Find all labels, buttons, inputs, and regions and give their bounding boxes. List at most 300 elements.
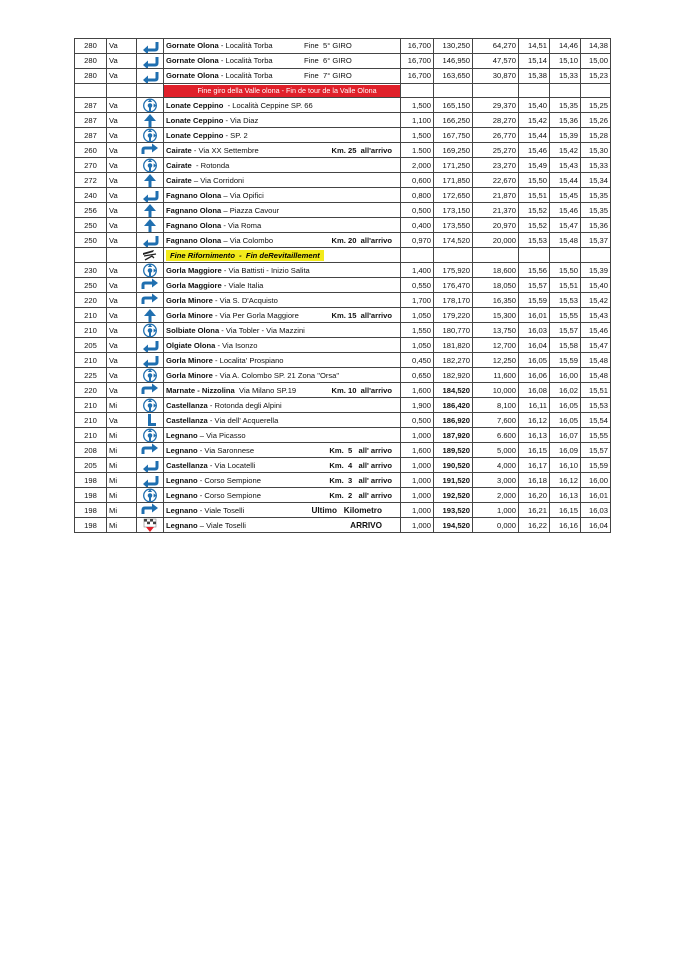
progressive-km-cell: 165,150 [434,98,473,113]
time-medium-cell: 15,35 [550,98,581,113]
time-slow-cell: 15,57 [581,443,611,458]
time-medium-cell: 16,00 [550,368,581,383]
street-name: Via dell' Acquerella [214,415,279,425]
street-name: Via Saronnese [204,445,255,455]
time-fast-cell: 15,52 [519,203,550,218]
separator: – [191,175,201,185]
empty-cell [473,84,519,98]
time-fast-cell: 16,20 [519,488,550,503]
table-row [75,263,611,278]
time-fast-cell: 16,08 [519,383,550,398]
time-fast-cell: 15,42 [519,113,550,128]
partial-distance-cell: 1,000 [401,518,434,533]
separator: - [215,340,223,350]
partial-distance-cell: 16,700 [401,39,434,54]
time-medium-cell: 15,53 [550,293,581,308]
separator: - [207,400,215,410]
province-cell: Va [107,413,137,428]
town-name: Gorla Maggiore [166,280,222,290]
remaining-km-cell: 1,000 [473,503,519,518]
partial-distance-cell: 1,050 [401,338,434,353]
location-cell [164,488,401,503]
separator: - [218,56,226,66]
altitude-cell: 198 [75,488,107,503]
separator: - [191,145,199,155]
time-slow-cell: 15,35 [581,203,611,218]
partial-distance-cell: 1,000 [401,458,434,473]
progressive-km-cell: 180,770 [434,323,473,338]
altitude-cell: 208 [75,443,107,458]
street-name: Località Torba [225,71,273,81]
time-slow-cell: 16,03 [581,503,611,518]
street-name: Via Corridoni [200,175,244,185]
town-name: Legnano [166,430,198,440]
location-cell [164,338,401,353]
remaining-km-cell: 15,300 [473,308,519,323]
altitude-cell: 287 [75,113,107,128]
partial-distance-cell: 2,000 [401,158,434,173]
location-cell [164,143,401,158]
progressive-km-cell: 173,150 [434,203,473,218]
street-name: Via Tobler - Via Mazzini [225,325,305,335]
street-name: SP. 2 [230,130,248,140]
time-medium-cell: 15,55 [550,308,581,323]
town-name: Solbiate Olona [166,325,220,335]
altitude-cell: 198 [75,473,107,488]
roundabout-icon [139,98,161,112]
direction-cell [137,353,164,368]
location-cell [164,39,401,54]
table-row [75,458,611,473]
province-cell: Va [107,218,137,233]
location-cell [164,383,401,398]
table-row [75,368,611,383]
street-name: Via Roma [228,220,262,230]
province-cell: Va [107,353,137,368]
province-cell: Va [107,54,137,69]
turn-left-icon [139,233,161,247]
partial-distance-cell: 1,500 [401,128,434,143]
time-slow-cell: 15,37 [581,233,611,248]
direction-cell [137,383,164,398]
itinerary-rows [75,39,611,533]
location-cell [164,188,401,203]
altitude-cell: 210 [75,428,107,443]
street-name: Località Torba [225,56,273,66]
town-name: Gornate Olona [166,56,219,66]
time-medium-cell: 15,43 [550,158,581,173]
time-slow-cell: 15,46 [581,323,611,338]
progressive-km-cell: 146,950 [434,54,473,69]
time-slow-cell: 15,34 [581,173,611,188]
altitude-cell: 256 [75,203,107,218]
street-name: Località Torba [225,41,273,51]
time-slow-cell: 16,01 [581,488,611,503]
remaining-km-cell: 3,000 [473,473,519,488]
turn-left-icon [139,39,161,53]
time-fast-cell: 16,18 [519,473,550,488]
street-name: Via Colombo [229,235,274,245]
progressive-km-cell: 163,650 [434,69,473,84]
partial-distance-cell: 0,500 [401,413,434,428]
time-fast-cell: 15,46 [519,143,550,158]
empty-cell [107,84,137,98]
progressive-km-cell: 166,250 [434,113,473,128]
progressive-km-cell: 175,920 [434,263,473,278]
time-fast-cell: 16,17 [519,458,550,473]
table-row [75,473,611,488]
remaining-km-cell: 64,270 [473,39,519,54]
time-medium-cell: 15,57 [550,323,581,338]
location-cell [164,398,401,413]
altitude-cell: 210 [75,353,107,368]
time-fast-cell: 16,03 [519,323,550,338]
town-name: Legnano [166,520,198,530]
separator: - [223,115,231,125]
remaining-km-cell: 21,370 [473,203,519,218]
turn-left-icon [139,54,161,68]
direction-cell [137,39,164,54]
separator: - [212,295,220,305]
table-row [75,338,611,353]
time-slow-cell: 16,00 [581,473,611,488]
separator: - [223,130,231,140]
time-slow-cell: 15,33 [581,158,611,173]
empty-cell [401,248,434,263]
time-fast-cell: 16,21 [519,503,550,518]
partial-distance-cell: 0,550 [401,278,434,293]
direction-cell [137,113,164,128]
town-name: Gornate Olona [166,71,219,81]
province-cell: Mi [107,503,137,518]
altitude-cell: 250 [75,218,107,233]
table-row [75,158,611,173]
partial-distance-cell: 1,700 [401,293,434,308]
feed-zone-cell [137,248,164,263]
altitude-cell: 225 [75,368,107,383]
progressive-km-cell: 186,920 [434,413,473,428]
town-name: Castellanza [166,415,208,425]
location-cell [164,413,401,428]
province-cell: Va [107,368,137,383]
separator: – [221,205,230,215]
altitude-cell: 210 [75,323,107,338]
town-name: Fagnano Olona [166,235,222,245]
roundabout-icon [139,323,161,337]
turn-right-icon [139,443,161,457]
time-medium-cell: 15,39 [550,128,581,143]
town-name: Lonate Ceppino [166,115,224,125]
time-medium-cell: 15,50 [550,263,581,278]
separator: - [207,415,215,425]
location-cell [164,173,401,188]
remaining-km-cell: 10,000 [473,383,519,398]
partial-distance-cell: 1,550 [401,323,434,338]
time-slow-cell: 15,51 [581,383,611,398]
time-fast-cell: 15,49 [519,158,550,173]
table-row [75,308,611,323]
partial-distance-cell: 16,700 [401,54,434,69]
province-cell: Mi [107,428,137,443]
time-medium-cell: 15,36 [550,113,581,128]
end-of-circuit-banner: Fine giro della Valle olona - Fin de tour de la Valle Olona [164,85,401,97]
province-cell: Mi [107,473,137,488]
straight-icon [139,308,161,322]
progressive-km-cell: 186,420 [434,398,473,413]
partial-distance-cell: 1,000 [401,428,434,443]
table-row [75,293,611,308]
province-cell: Va [107,263,137,278]
direction-cell [137,368,164,383]
location-cell [164,428,401,443]
street-name: Viale Italia [228,280,264,290]
partial-distance-cell: 1,500 [401,98,434,113]
table-row [75,203,611,218]
time-medium-cell: 16,13 [550,488,581,503]
direction-cell [137,458,164,473]
remaining-km-cell: 22,670 [473,173,519,188]
location-cell [164,458,401,473]
town-name: Legnano [166,505,198,515]
time-slow-cell: 15,30 [581,143,611,158]
empty-cell [473,248,519,263]
direction-cell [137,54,164,69]
roundabout-icon [139,398,161,412]
direction-cell [137,98,164,113]
partial-distance-cell: 1,600 [401,383,434,398]
table-row [75,39,611,54]
direction-cell [137,323,164,338]
separator: - [221,220,229,230]
progressive-km-cell: 182,920 [434,368,473,383]
town-name: Lonate Ceppino [166,130,224,140]
street-name: Via Opifici [229,190,264,200]
altitude-cell: 230 [75,263,107,278]
remaining-km-cell: 11,600 [473,368,519,383]
straight-icon [139,203,161,217]
progressive-km-cell: 172,650 [434,188,473,203]
feed-zone-icon [139,248,161,262]
turn-left-icon [139,69,161,83]
table-row [75,503,611,518]
progressive-km-cell: 184,520 [434,383,473,398]
time-medium-cell: 15,44 [550,173,581,188]
time-fast-cell: 16,11 [519,398,550,413]
separator: – [221,235,230,245]
street-name: Via S. D'Acquisto [219,295,278,305]
table-row [75,323,611,338]
turn-left-icon [139,473,161,487]
turn-left-icon [139,338,161,352]
partial-distance-cell: 1,000 [401,488,434,503]
turn-left-icon [139,458,161,472]
direction-cell [137,338,164,353]
partial-distance-cell: 1.500 [401,143,434,158]
location-cell [164,98,401,113]
altitude-cell: 210 [75,398,107,413]
itinerary-table [74,38,611,533]
straight-icon [139,173,161,187]
separator: - [219,325,226,335]
altitude-cell: 287 [75,98,107,113]
remaining-km-cell: 18,600 [473,263,519,278]
town-name: Castellanza [166,400,208,410]
route-sheet [74,38,611,533]
province-cell: Va [107,158,137,173]
direction-cell [137,69,164,84]
remaining-km-cell: 5,000 [473,443,519,458]
remaining-km-cell: 23,270 [473,158,519,173]
time-slow-cell: 15,39 [581,263,611,278]
progressive-km-cell: 174,520 [434,233,473,248]
location-cell [164,54,401,69]
location-cell [164,278,401,293]
time-medium-cell: 16,07 [550,428,581,443]
time-slow-cell: 14,38 [581,39,611,54]
province-cell: Va [107,188,137,203]
time-slow-cell: 15,48 [581,353,611,368]
direction-cell [137,518,164,533]
altitude-cell: 250 [75,278,107,293]
town-name: Legnano [166,445,198,455]
time-slow-cell: 15,54 [581,413,611,428]
street-name: Via Locatelli [214,460,256,470]
time-slow-cell: 15,00 [581,54,611,69]
town-name: Gorla Minore [166,355,213,365]
time-fast-cell: 15,40 [519,98,550,113]
time-fast-cell: 16,13 [519,428,550,443]
province-cell: Va [107,128,137,143]
finish-flag-icon [139,518,161,532]
end-of-feed-zone-banner: Fine Rifornimento - Fin deRevitaillement [166,250,324,261]
location-cell [164,518,401,533]
remaining-km-cell: 28,270 [473,113,519,128]
direction-cell [137,473,164,488]
progressive-km-cell: 192,520 [434,488,473,503]
time-fast-cell: 15,59 [519,293,550,308]
time-slow-cell: 15,26 [581,113,611,128]
time-slow-cell: 15,43 [581,308,611,323]
location-cell [164,308,401,323]
time-slow-cell: 15,42 [581,293,611,308]
turn-left-icon [139,353,161,367]
time-medium-cell: 15,46 [550,203,581,218]
province-cell: Mi [107,488,137,503]
remaining-km-cell: 18,050 [473,278,519,293]
direction-cell [137,488,164,503]
separator: – [221,190,230,200]
partial-distance-cell: 1,050 [401,308,434,323]
empty-cell [519,84,550,98]
town-name: Marnate - Nizzolina [166,385,235,395]
province-cell: Va [107,113,137,128]
province-cell: Mi [107,398,137,413]
time-fast-cell: 16,22 [519,518,550,533]
province-cell: Va [107,308,137,323]
remaining-km-cell: 0,000 [473,518,519,533]
remaining-km-cell: 6.600 [473,428,519,443]
turn-right-icon [139,293,161,307]
time-medium-cell: 15,33 [550,69,581,84]
time-medium-cell: 15,10 [550,54,581,69]
route-note: Km. 15 all'arrivo [331,310,392,320]
street-name: Via Milano SP.19 [239,385,297,395]
direction-cell [137,308,164,323]
roundabout-icon [139,488,161,502]
province-cell: Mi [107,443,137,458]
remaining-km-cell: 30,870 [473,69,519,84]
remaining-km-cell: 20,000 [473,233,519,248]
direction-cell [137,413,164,428]
progressive-km-cell: 130,250 [434,39,473,54]
town-name: Cairate [166,145,192,155]
table-row [75,443,611,458]
table-row [75,113,611,128]
separator: - [221,265,229,275]
direction-cell [137,128,164,143]
separator: - [221,280,229,290]
remaining-km-cell: 16,350 [473,293,519,308]
street-name: Via Picasso [206,430,246,440]
street-name: Viale Toselli [204,505,245,515]
province-cell: Va [107,383,137,398]
street-name: Via Diaz [230,115,259,125]
street-name: Viale Toselli [206,520,246,530]
time-fast-cell: 15,56 [519,263,550,278]
partial-distance-cell: 0,500 [401,203,434,218]
separator: - [212,370,220,380]
time-fast-cell: 15,51 [519,188,550,203]
route-note: Ultimo Kilometro [311,505,382,515]
table-row [75,54,611,69]
time-fast-cell: 16,15 [519,443,550,458]
town-name: Gorla Minore [166,370,213,380]
time-slow-cell: 15,47 [581,338,611,353]
altitude-cell: 210 [75,308,107,323]
time-medium-cell: 16,15 [550,503,581,518]
time-medium-cell: 16,02 [550,383,581,398]
remaining-km-cell: 7,600 [473,413,519,428]
time-medium-cell: 15,59 [550,353,581,368]
time-fast-cell: 15,52 [519,218,550,233]
town-name: Lonate Ceppino [166,100,224,110]
direction-cell [137,158,164,173]
time-medium-cell: 16,05 [550,398,581,413]
altitude-cell: 240 [75,188,107,203]
partial-distance-cell: 1,000 [401,473,434,488]
altitude-cell: 198 [75,503,107,518]
province-cell: Va [107,278,137,293]
altitude-cell: 287 [75,128,107,143]
province-cell: Va [107,173,137,188]
remaining-km-cell: 47,570 [473,54,519,69]
time-slow-cell: 15,23 [581,69,611,84]
empty-cell [581,84,611,98]
location-cell [164,443,401,458]
table-row [75,248,611,263]
table-row [75,69,611,84]
separator: - [197,505,205,515]
empty-cell [75,84,107,98]
route-note: Fine 5° GIRO [304,41,352,51]
empty-cell [550,84,581,98]
town-name: Legnano [166,490,198,500]
empty-cell [401,84,434,98]
progressive-km-cell: 171,850 [434,173,473,188]
location-cell [164,293,401,308]
progressive-km-cell: 194,520 [434,518,473,533]
time-slow-cell: 15,59 [581,458,611,473]
